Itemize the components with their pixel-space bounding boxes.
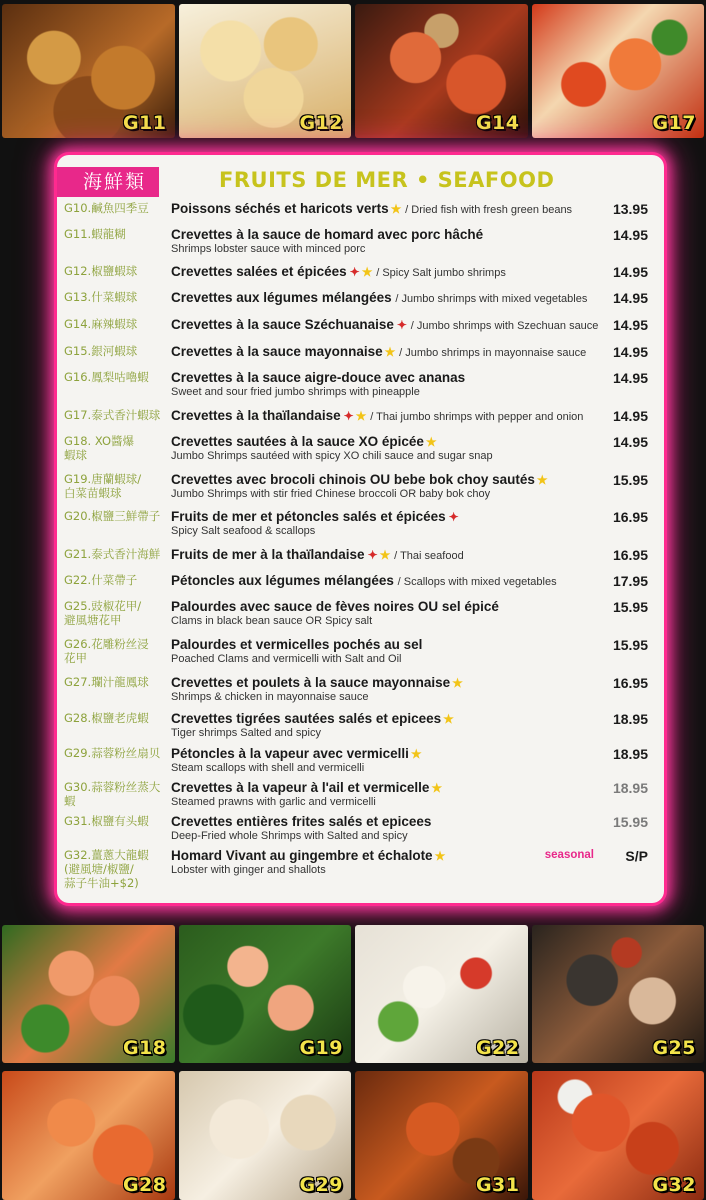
item-price: 16.95 [612, 509, 648, 525]
star-icon: ★ [425, 435, 437, 449]
szechuan-shrimp-image [355, 4, 528, 138]
item-chinese-name: G13.什菜蝦球 [64, 290, 138, 304]
photo-code-label: G17 [652, 112, 696, 134]
photo-code-label: G29 [299, 1174, 343, 1196]
item-english-description: Lobster with ginger and shallots [171, 864, 326, 876]
item-english-description: Sweet and sour fried jumbo shrimps with pineapple [171, 386, 420, 398]
star-icon: ★ [379, 548, 391, 562]
item-french-name [171, 344, 611, 361]
item-price: 15.95 [612, 472, 648, 488]
item-french-text: Crevettes à la sauce aigre-douce avec ananas [171, 370, 466, 385]
item-chinese-name: G20.椒鹽三鮮帶子 [64, 509, 161, 523]
item-english-description: Spicy Salt seafood & scallops [171, 525, 316, 537]
item-price: 13.95 [612, 201, 648, 217]
star-icon: ★ [361, 265, 373, 279]
seafood-menu-panel [57, 155, 664, 903]
item-price: 14.95 [612, 408, 648, 424]
item-french-name [171, 746, 611, 762]
chili-pepper-icon: ✦ [343, 409, 354, 423]
item-chinese-name: G29.蒜蓉粉丝扇贝 [64, 746, 161, 760]
item-french-name [171, 264, 611, 281]
item-chinese-name: G27.瓓汁龍鳳球 [64, 675, 149, 689]
item-price: 14.95 [612, 264, 648, 280]
photo-code-label: G19 [299, 1037, 343, 1059]
item-english-inline: / Thai jumbo shrimps with pepper and onion [370, 411, 584, 423]
chili-pepper-icon: ✦ [367, 548, 378, 562]
item-price: S/P [625, 848, 648, 864]
item-chinese-name: G15.銀河蝦球 [64, 344, 138, 358]
item-english-description: Shrimps & chicken in mayonnaise sauce [171, 691, 369, 703]
item-english-inline: / Scallops with mixed vegetables [397, 576, 557, 588]
item-french-text: Crevettes à la thaïlandaise [171, 408, 341, 423]
item-price: 14.95 [612, 290, 648, 306]
item-english-description: Jumbo Shrimps with stir fried Chinese broccoli OR baby bok choy [171, 488, 491, 500]
photo-code-label: G14 [475, 112, 520, 134]
item-french-text: Crevettes entières frites salés et epicees [171, 814, 432, 829]
item-french-text: Crevettes salées et épicées [171, 264, 347, 279]
item-french-text: Crevettes à la sauce Széchuanaise [171, 317, 394, 332]
star-icon: ★ [390, 202, 402, 216]
item-french-text: Fruits de mer à la thaïlandaise [171, 547, 365, 562]
item-french-text: Crevettes tigrées sautées salés et epicees [171, 711, 442, 726]
star-icon: ★ [355, 409, 367, 423]
item-chinese-name: G30.蒜蓉粉丝蒸大蝦 [64, 780, 161, 808]
item-chinese-name: G22.什菜帶子 [64, 573, 138, 587]
photo-code-label: G18 [122, 1037, 167, 1059]
item-french-name [171, 370, 611, 386]
clams-image [532, 925, 705, 1063]
item-french-text: Palourdes et vermicelles pochés au sel [171, 637, 423, 652]
item-english-description: Tiger shrimps Salted and spicy [171, 727, 321, 739]
chili-pepper-icon: ✦ [396, 318, 407, 332]
item-english-description: Steam scallops with shell and vermicelli [171, 762, 365, 774]
item-french-text: Crevettes à la vapeur à l'ail et vermicelle [171, 780, 430, 795]
shrimp-broccoli-image [179, 925, 352, 1063]
item-french-name [171, 472, 611, 488]
photo-code-label: G32 [652, 1174, 696, 1196]
item-french-text: Poissons séchés et haricots verts [171, 201, 389, 216]
item-chinese-name: G16.鳳梨咕嚕蝦 [64, 370, 149, 384]
item-french-text: Crevettes aux légumes mélangées [171, 290, 392, 305]
item-french-text: Pétoncles à la vapeur avec vermicelli [171, 746, 409, 761]
item-price: 14.95 [612, 227, 648, 243]
item-english-description: Deep-Fried whole Shrimps with Salted and spicy [171, 830, 408, 842]
item-chinese-name: G12.椒鹽蝦球 [64, 264, 138, 278]
star-icon: ★ [384, 345, 396, 359]
photo-code-label: G31 [475, 1174, 520, 1196]
item-price: 17.95 [612, 573, 648, 589]
item-chinese-name: G11.蝦龍糊 [64, 227, 126, 241]
item-english-description: Shrimps lobster sauce with minced porc [171, 243, 366, 255]
item-french-name [171, 573, 611, 590]
item-english-description: Clams in black bean sauce OR Spicy salt [171, 615, 373, 627]
item-french-name [171, 317, 611, 334]
category-tab-chinese: 海鮮類 [57, 167, 159, 197]
star-icon: ★ [443, 712, 454, 726]
item-english-description: Jumbo Shrimps sautéed with spicy XO chili sauce and sugar snap [171, 450, 493, 462]
item-french-name [171, 408, 611, 425]
steamed-scallops-image [179, 1071, 352, 1200]
item-french-name [171, 434, 611, 450]
item-french-text: Crevettes à la sauce de homard avec porc hâché [171, 227, 484, 242]
photo-code-label: G25 [652, 1037, 696, 1059]
item-english-inline: / Jumbo shrimps with mixed vegetables [395, 293, 588, 305]
item-french-name [171, 509, 611, 525]
item-chinese-name: G31.椒鹽有头蝦 [64, 814, 149, 828]
item-french-text: Fruits de mer et pétoncles salés et épicées [171, 509, 446, 524]
lobster-image [532, 1071, 705, 1200]
photo-code-label: G28 [122, 1174, 167, 1196]
photo-code-label: G11 [122, 112, 167, 134]
top-photo-strip [0, 4, 706, 138]
item-chinese-name: G32.薑蔥大龍蝦 (避風塘/椒鹽/ 蒜子牛油+$2) [64, 848, 149, 890]
brown-shrimp-dish-image [2, 4, 175, 138]
item-english-inline: / Jumbo shrimps in mayonnaise sauce [399, 347, 587, 359]
item-french-name [171, 201, 611, 218]
item-price: 16.95 [612, 675, 648, 691]
item-french-name [171, 675, 611, 691]
item-price: 14.95 [612, 317, 648, 333]
item-french-name [171, 637, 611, 653]
item-price: 14.95 [612, 434, 648, 450]
item-french-name [171, 227, 611, 243]
bottom-photo-strip-2 [0, 1071, 706, 1200]
whole-fried-shrimp-image [355, 1071, 528, 1200]
item-english-inline: / Jumbo shrimps with Szechuan sauce [410, 320, 599, 332]
item-french-text: Palourdes avec sauce de fèves noires OU sel épicé [171, 599, 499, 614]
item-french-text: Crevettes avec brocoli chinois OU bebe bok choy sautés [171, 472, 535, 487]
item-french-name [171, 599, 611, 615]
item-french-text: Pétoncles aux légumes mélangées [171, 573, 394, 588]
fried-shrimp-image [179, 4, 352, 138]
item-price: 18.95 [612, 711, 648, 727]
item-english-inline: / Spicy Salt jumbo shrimps [376, 267, 506, 279]
tiger-shrimp-image [2, 1071, 175, 1200]
item-chinese-name: G17.泰式香汁蝦球 [64, 408, 161, 422]
item-price: 16.95 [612, 547, 648, 563]
item-english-inline: / Dried fish with fresh green beans [405, 204, 573, 216]
item-english-description: Steamed prawns with garlic and vermicelli [171, 796, 376, 808]
star-icon: ★ [410, 747, 422, 761]
item-french-name [171, 711, 611, 727]
item-french-text: Homard Vivant au gingembre et échalote [171, 848, 433, 863]
photo-code-label: G12 [299, 112, 343, 134]
item-english-description: Poached Clams and vermicelli with Salt and Oil [171, 653, 402, 665]
item-chinese-name: G14.麻辣蝦球 [64, 317, 138, 331]
item-price: 18.95 [612, 746, 648, 762]
chili-pepper-icon: ✦ [448, 510, 459, 524]
item-chinese-name: G26.花雕粉丝浸 花甲 [64, 637, 149, 665]
item-chinese-name: G19.唐蘭蝦球/ 白菜苗蝦球 [64, 472, 142, 500]
item-french-text: Crevettes sautées à la sauce XO épicée [171, 434, 424, 449]
item-french-name [171, 547, 611, 564]
item-chinese-name: G21.泰式香汁海鮮 [64, 547, 161, 561]
item-english-inline: / Thai seafood [394, 550, 464, 562]
item-chinese-name: G18. XO醬爆 蝦球 [64, 434, 135, 462]
item-french-name [171, 780, 611, 796]
star-icon: ★ [452, 676, 463, 690]
shrimp-sugar-snap-image [2, 925, 175, 1063]
item-price: 15.95 [612, 599, 648, 615]
star-icon: ★ [434, 849, 446, 863]
item-price: 14.95 [612, 344, 648, 360]
item-chinese-name: G25.豉椒花甲/ 避風塘花甲 [64, 599, 142, 627]
item-price: 14.95 [612, 370, 648, 386]
star-icon: ★ [431, 781, 443, 795]
seasonal-label: seasonal [544, 849, 594, 861]
photo-code-label: G22 [475, 1037, 520, 1059]
thai-shrimp-image [532, 4, 705, 138]
item-french-name [171, 290, 611, 307]
item-price: 15.95 [612, 637, 648, 653]
item-french-name [171, 814, 611, 830]
scallops-vegetables-image [355, 925, 528, 1063]
bottom-photo-strip-1 [0, 925, 706, 1063]
section-title: FRUITS DE MER • SEAFOOD [219, 168, 555, 192]
item-french-text: Crevettes à la sauce mayonnaise [171, 344, 383, 359]
item-french-text: Crevettes et poulets à la sauce mayonnaise [171, 675, 451, 690]
star-icon: ★ [536, 473, 548, 487]
chili-pepper-icon: ✦ [349, 265, 360, 279]
item-chinese-name: G28.椒鹽老虎蝦 [64, 711, 149, 725]
item-price: 15.95 [612, 814, 648, 830]
item-price: 18.95 [612, 780, 648, 796]
item-chinese-name: G10.鹹魚四季豆 [64, 201, 149, 215]
